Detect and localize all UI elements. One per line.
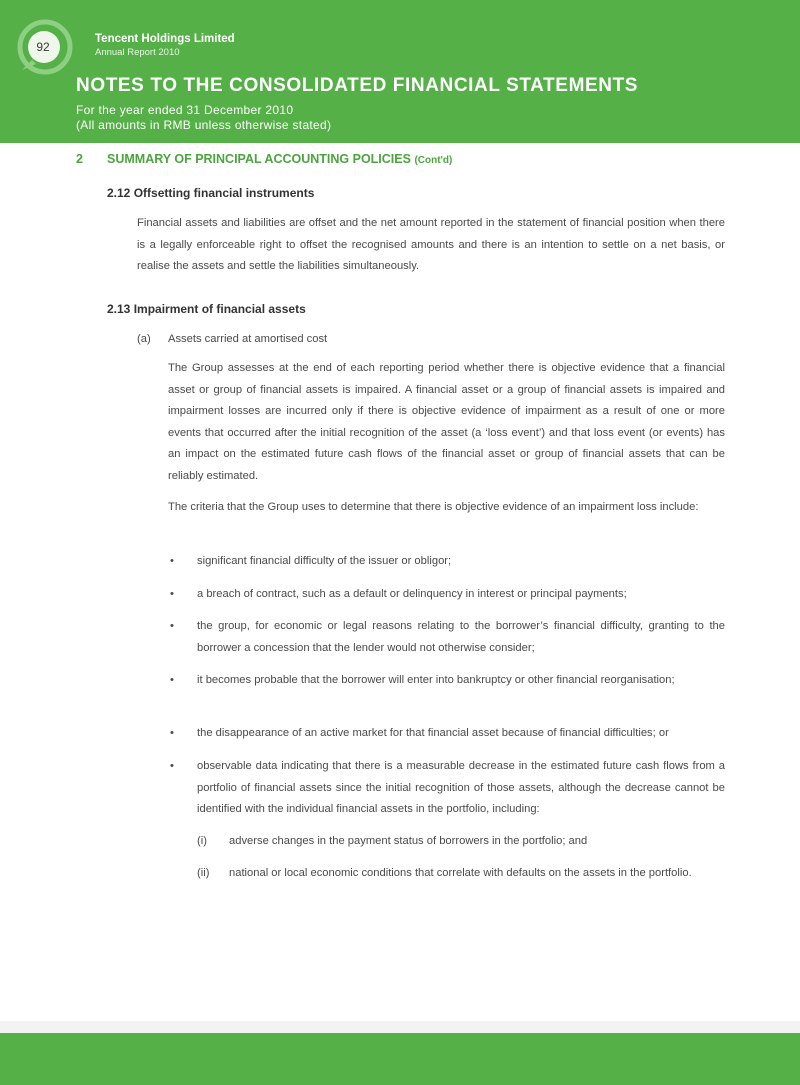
- heading-2-12: 2.12 Offsetting financial instruments: [107, 186, 315, 200]
- page-header: [0, 0, 800, 143]
- section-title: [107, 152, 452, 166]
- page-subtitle-period: For the year ended 31 December 2010: [76, 103, 294, 117]
- paragraph-impairment-assessment: The Group assesses at the end of each reporting period whether there is objective evidence that a financial asset or group of financial assets is impaired. A financial asset or a group of financial assets is impaired and impairment losses are incurred only if there is objective evidence of impairment as a result of one or more events that occurred after the initial recognition of the asset (a ‘loss event’) and that loss event (or events) has an impact on the estimated future cash flows of the financial asset or group of financial assets that can be reliably estimated.: [168, 362, 725, 482]
- list-item: a breach of contract, such as a default or delinquency in interest or principal payments;: [197, 588, 627, 600]
- list-item: the disappearance of an active market for that financial asset because of financial difficulties; or: [197, 727, 669, 739]
- company-name: Tencent Holdings Limited: [95, 33, 235, 45]
- list-item: it becomes probable that the borrower will enter into bankruptcy or other financial reorganisation;: [197, 674, 675, 686]
- bullet-icon: •: [170, 727, 174, 739]
- sub-item-text: national or local economic conditions that correlate with defaults on the assets in the portfolio.: [229, 867, 692, 879]
- list-item: the group, for economic or legal reasons relating to the borrower’s financial difficulty, granting to the borrower a concession that the lender would not otherwise consider;: [197, 620, 725, 654]
- section-continued-label: (Cont'd): [414, 155, 453, 166]
- page-title: NOTES TO THE CONSOLIDATED FINANCIAL STATEMENTS: [76, 75, 639, 96]
- bullet-icon: •: [170, 588, 174, 600]
- section-number: 2: [76, 152, 83, 166]
- bullet-icon: •: [170, 620, 174, 632]
- page-subtitle-currency: (All amounts in RMB unless otherwise stated): [76, 118, 332, 132]
- sub-item-text: adverse changes in the payment status of borrowers in the portfolio; and: [229, 835, 588, 847]
- heading-2-13: 2.13 Impairment of financial assets: [107, 302, 306, 316]
- sub-item-label: (ii): [197, 867, 210, 879]
- list-item: significant financial difficulty of the issuer or obligor;: [197, 555, 452, 567]
- sub-item-label: (i): [197, 835, 207, 847]
- bullet-icon: •: [170, 760, 174, 772]
- paragraph-impairment-criteria: The criteria that the Group uses to determine that there is objective evidence of an impairment loss include:: [168, 501, 699, 513]
- report-name: Annual Report 2010: [95, 47, 180, 58]
- list-item: observable data indicating that there is a measurable decrease in the estimated future cash flows from a portfolio of financial assets since the initial recognition of those assets, although the decrease cannot be identified with the individual financial assets in the portfolio, including:: [197, 760, 725, 816]
- item-a-title: Assets carried at amortised cost: [168, 333, 328, 345]
- bullet-icon: •: [170, 674, 174, 686]
- page-number: 92: [36, 40, 50, 54]
- section-title-text: SUMMARY OF PRINCIPAL ACCOUNTING POLICIES: [107, 152, 411, 166]
- item-a-label: (a): [137, 333, 151, 345]
- page-footer-band: [0, 1033, 800, 1085]
- bullet-icon: •: [170, 555, 174, 567]
- paragraph-2-12: Financial assets and liabilities are offset and the net amount reported in the statement of financial position when there is a legally enforceable right to offset the recognised amounts and there is an intention to settle on a net basis, or realise the assets and settle the liabilities simultaneously.: [137, 217, 725, 273]
